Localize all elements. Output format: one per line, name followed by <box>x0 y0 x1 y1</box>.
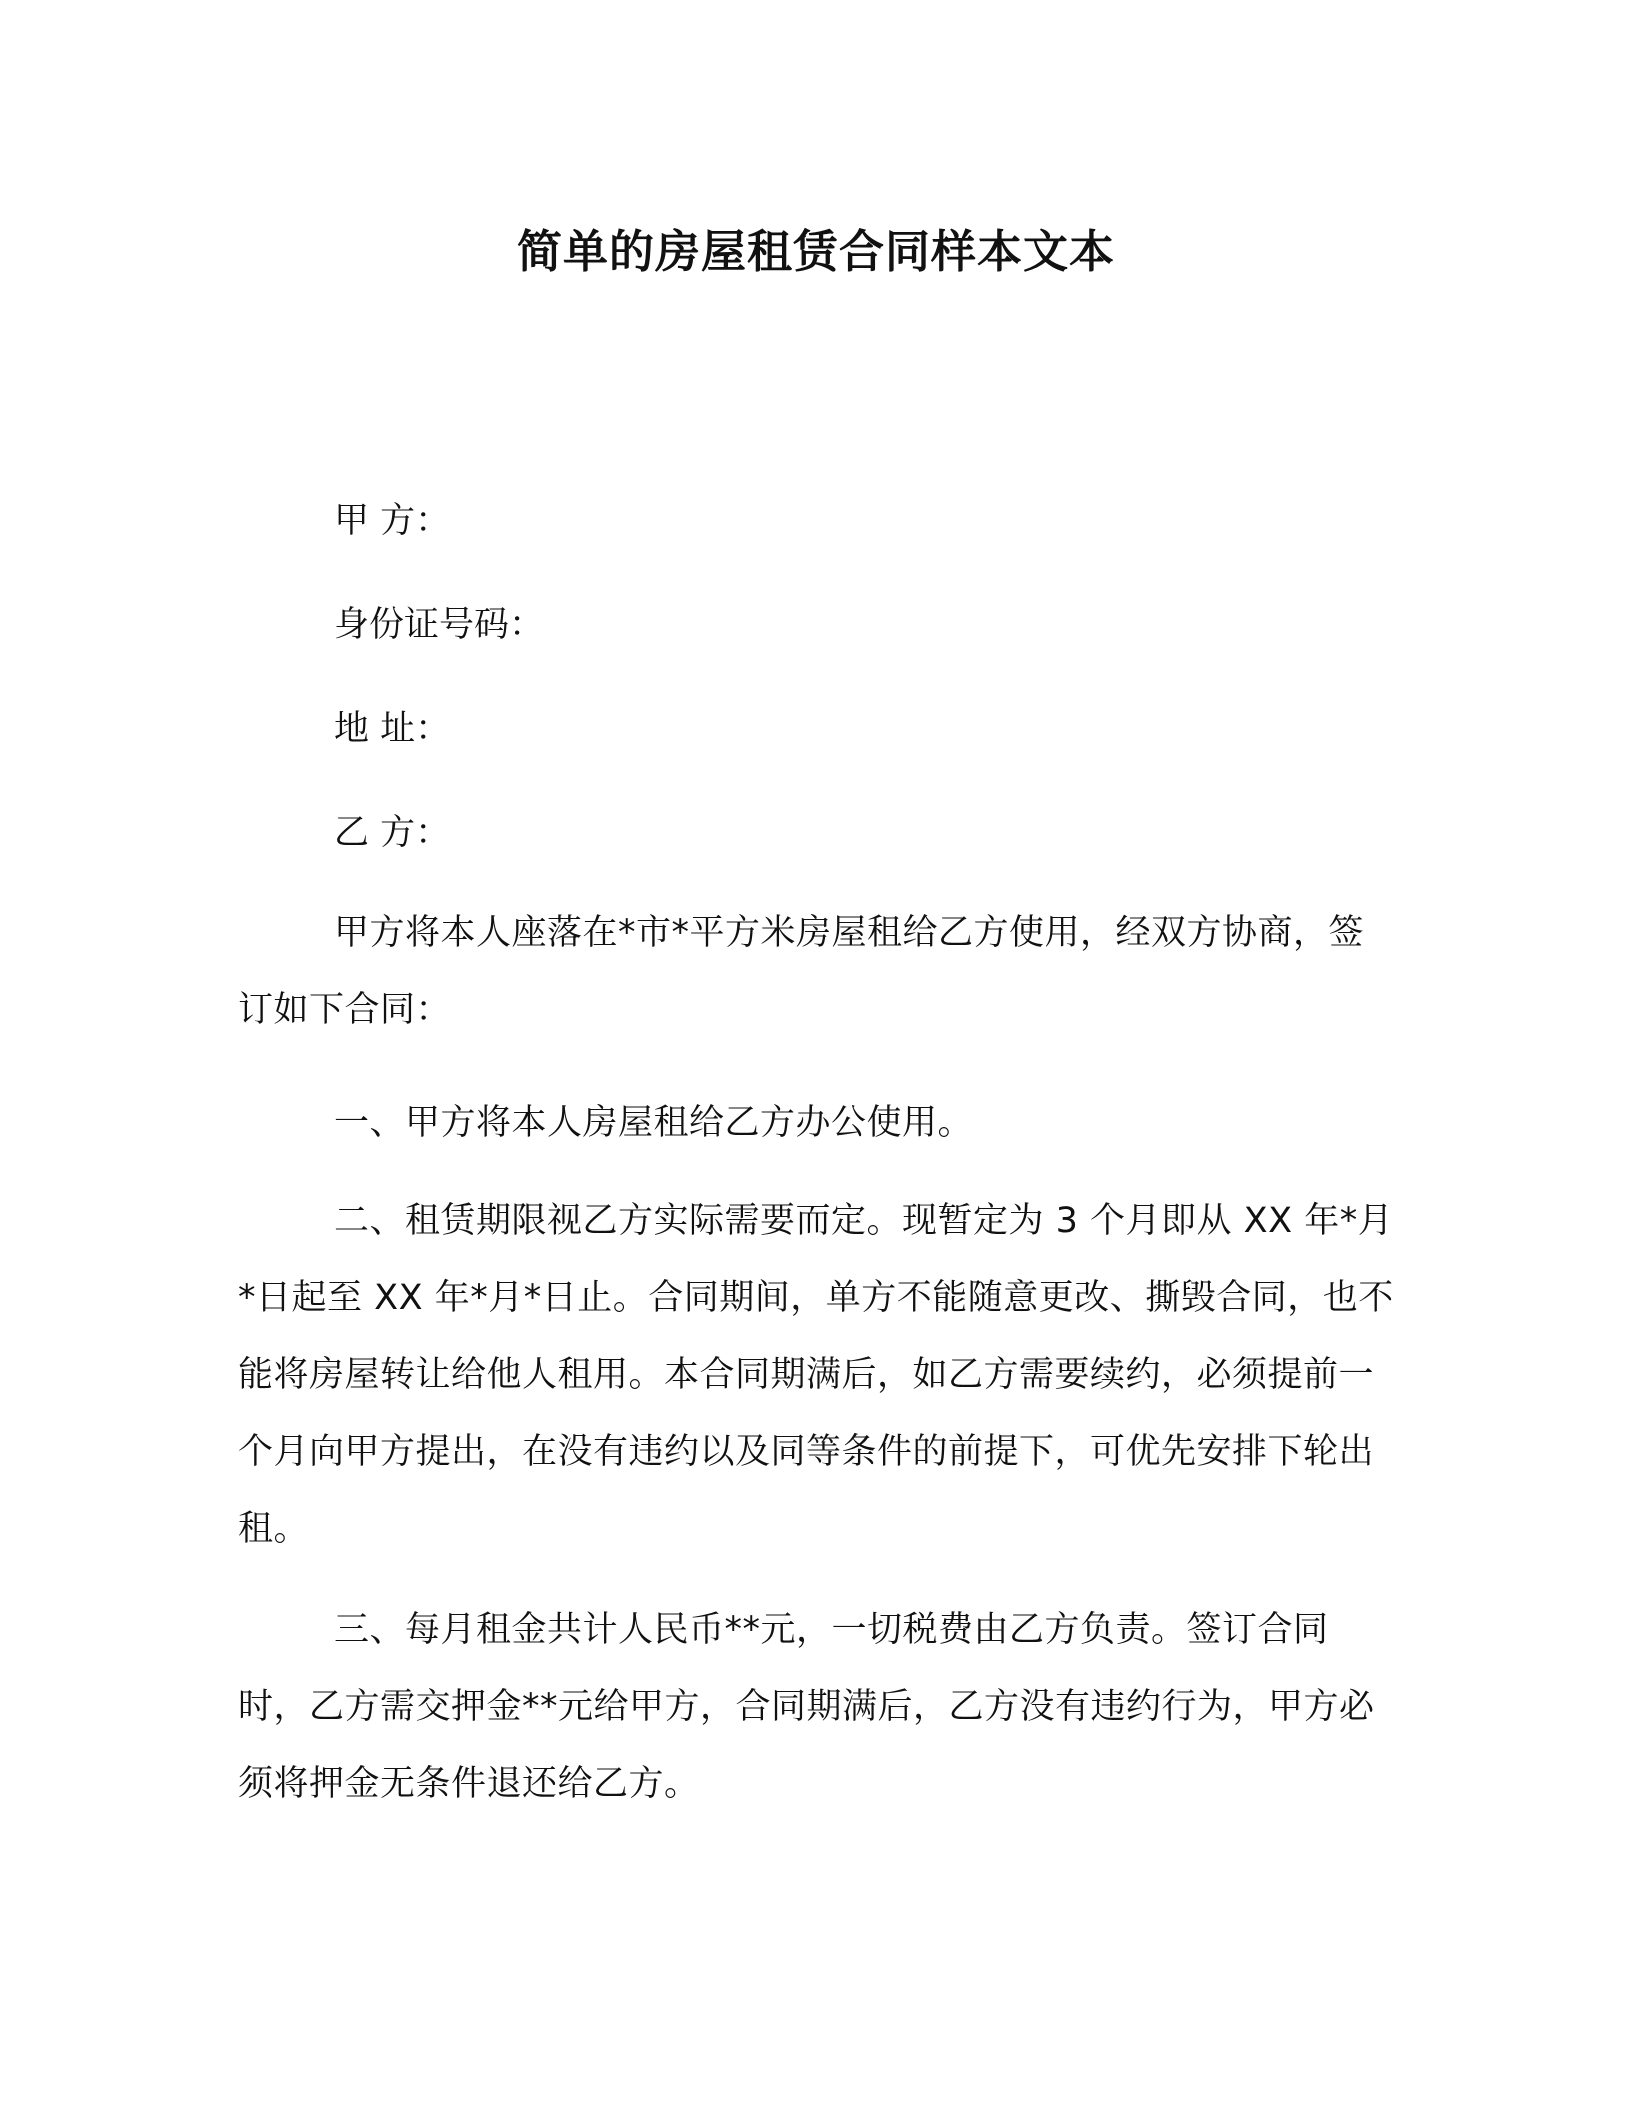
party-a-field: 甲 方： <box>334 501 451 541</box>
clause-3-paragraph: 三、每月租金共计人民币**元，一切税费由乙方负责。签订合同时，乙方需交押金**元给甲方，合同期满后，乙方没有违约行为，甲方必须将押金无条件退还给乙方。 <box>238 1610 1375 1804</box>
address-field: 地 址： <box>334 709 451 749</box>
clause-2-paragraph: 二、租赁期限视乙方实际需要而定。现暂定为 3 个月即从 XX 年*月*日起至 XX 年*月*日止。合同期间，单方不能随意更改、撕毁合同，也不能将房屋转让给他人租用。本合同期满后，如乙方需要续约，必须提前一个月向甲方提出，在没有违约以及同等条件的前提下，可优先安排下轮出租。 <box>238 1201 1394 1549</box>
clause-1-paragraph: 一、甲方将本人房屋租给乙方办公使用。 <box>334 1103 974 1143</box>
document-title: 简单的房屋租赁合同样本文本 <box>516 225 1115 278</box>
intro-paragraph: 甲方将本人座落在*市*平方米房屋租给乙方使用，经双方协商，签订如下合同： <box>238 913 1365 1030</box>
id-number-field: 身份证号码： <box>334 605 545 645</box>
party-b-field: 乙 方： <box>334 813 451 853</box>
